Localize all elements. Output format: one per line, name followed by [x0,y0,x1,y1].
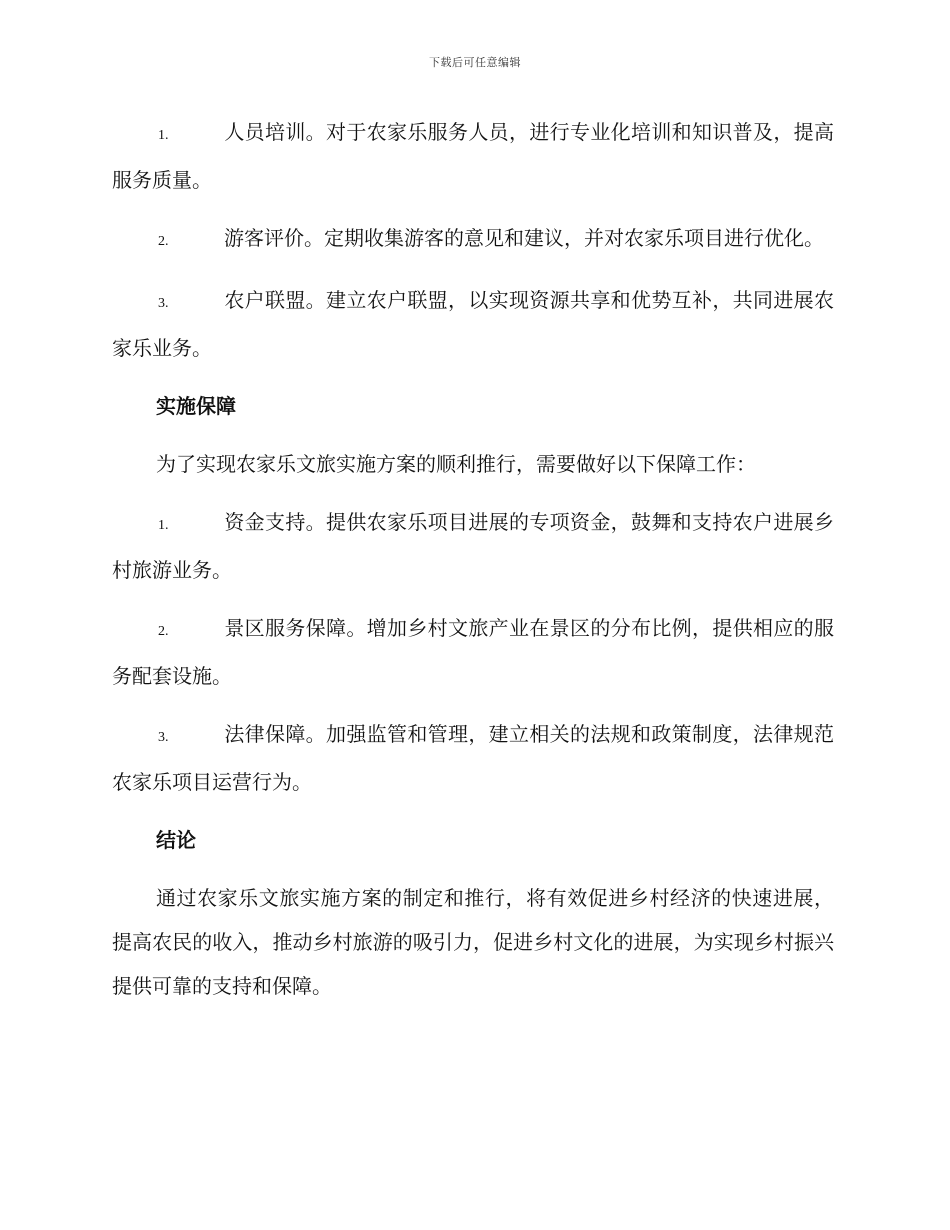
list-number: 3. [158,730,169,745]
document-body [112,110,834,1022]
list-number: 2. [158,624,169,639]
list-item [112,216,834,264]
conclusion-text: 通过农家乐文旅实施方案的制定和推行，将有效促进乡村经济的快速进展，提高农民的收入，推动乡村旅游的吸引力，促进乡村文化的进展，为实现乡村振兴提供可靠的支持和保障。 [112,886,834,998]
list-number: 1. [158,518,169,533]
guarantee-intro: 为了实现农家乐文旅实施方案的顺利推行，需要做好以下保障工作： [156,452,756,476]
section-heading-conclusion: 结论 [156,828,196,852]
list-number: 1. [158,128,169,143]
list-item [112,606,834,698]
list-text: 人员培训。对于农家乐服务人员，进行专业化培训和知识普及，提高服务质量。 [112,120,834,192]
list-text: 法律保障。加强监管和管理，建立相关的法规和政策制度，法律规范农家乐项目运营行为。 [112,722,834,794]
list-text: 景区服务保障。增加乡村文旅产业在景区的分布比例，提供相应的服务配套设施。 [112,616,834,688]
list-text: 农户联盟。建立农户联盟，以实现资源共享和优势互补，共同进展农家乐业务。 [112,288,834,360]
list-item [112,500,834,592]
list-item [112,712,834,804]
list-text: 资金支持。提供农家乐项目进展的专项资金，鼓舞和支持农户进展乡村旅游业务。 [112,510,834,582]
page-header: 下载后可任意编辑 [429,56,521,69]
list-item [112,278,834,370]
list-item [112,110,834,202]
list-number: 2. [158,234,169,249]
list-number: 3. [158,296,169,311]
section-heading-guarantee: 实施保障 [156,394,236,418]
list-text: 游客评价。定期收集游客的意见和建议，并对农家乐项目进行优化。 [224,226,824,250]
